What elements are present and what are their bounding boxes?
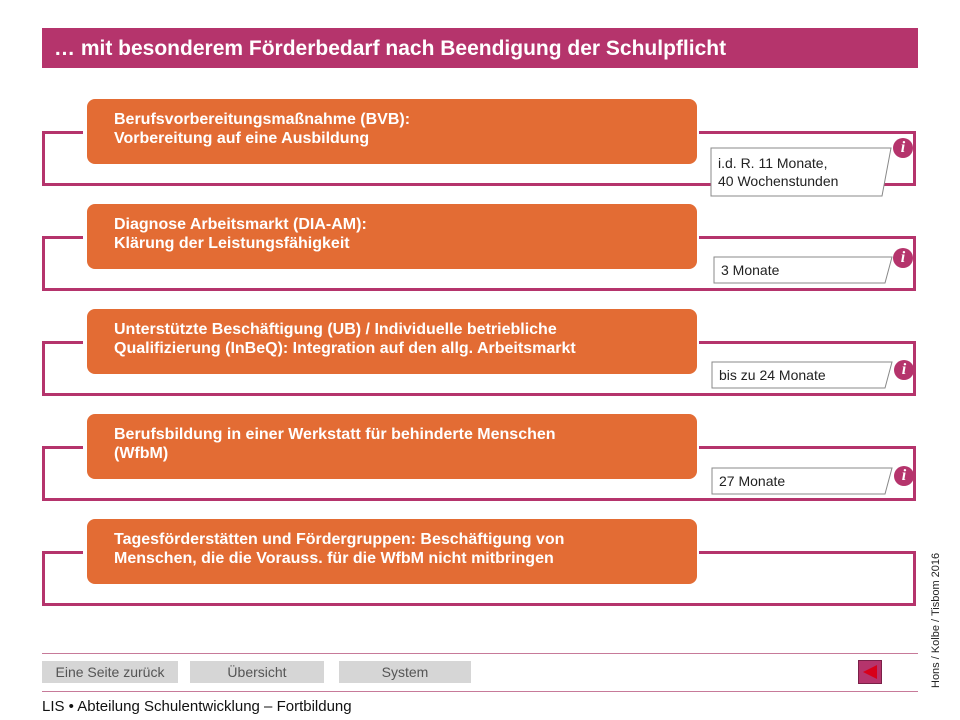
measure-line: Tagesförderstätten und Fördergruppen: Beschäftigung von xyxy=(114,531,565,548)
measure-line: Diagnose Arbeitsmarkt (DIA-AM): xyxy=(114,216,367,233)
overview-button[interactable]: Übersicht xyxy=(190,661,324,683)
duration-text: bis zu 24 Monate xyxy=(719,367,826,383)
info-icon[interactable]: i xyxy=(893,138,913,158)
measure-box-1[interactable] xyxy=(87,99,697,164)
author-credit: Hons / Kolbe / Tisbom 2016 xyxy=(930,552,942,688)
measure-line: Unterstützte Beschäftigung (UB) / Individuelle betriebliche xyxy=(114,321,557,338)
measure-box-5[interactable] xyxy=(87,519,697,584)
duration-note-3 xyxy=(711,361,893,389)
measure-line: Qualifizierung (InBeQ): Integration auf den allg. Arbeitsmarkt xyxy=(114,340,576,357)
info-icon[interactable]: i xyxy=(894,466,914,486)
info-icon[interactable]: i xyxy=(893,248,913,268)
measure-box-3[interactable] xyxy=(87,309,697,374)
system-button[interactable]: System xyxy=(339,661,471,683)
footer-divider xyxy=(42,653,918,654)
duration-note-1 xyxy=(710,147,892,197)
measure-box-4[interactable] xyxy=(87,414,697,479)
title-bar xyxy=(42,28,918,68)
measure-line: Klärung der Leistungsfähigkeit xyxy=(114,235,350,252)
duration-text: i.d. R. 11 Monate, xyxy=(718,155,828,171)
duration-text: 27 Monate xyxy=(719,473,786,489)
measure-line: Berufsvorbereitungsmaßnahme (BVB): xyxy=(114,111,411,128)
page-title: … mit besonderem Förderbedarf nach Beendigung der Schulpflicht xyxy=(54,37,727,60)
measure-line: Vorbereitung auf eine Ausbildung xyxy=(114,130,370,147)
footer-divider xyxy=(42,691,918,692)
info-icon[interactable]: i xyxy=(894,360,914,380)
back-page-button[interactable]: Eine Seite zurück xyxy=(42,661,178,683)
duration-note-2 xyxy=(713,256,893,284)
duration-text: 40 Wochenstunden xyxy=(718,173,839,189)
measure-line: Berufsbildung in einer Werkstatt für behinderte Menschen xyxy=(114,426,556,443)
measure-box-2[interactable] xyxy=(87,204,697,269)
duration-text: 3 Monate xyxy=(721,262,780,278)
measure-line: Menschen, die die Vorauss. für die WfbM nicht mitbringen xyxy=(114,550,554,567)
arrow-left-icon xyxy=(863,665,877,679)
footer-text: LIS • Abteilung Schulentwicklung – Fortbildung xyxy=(42,698,352,715)
measure-line: (WfbM) xyxy=(114,445,169,462)
duration-note-4 xyxy=(711,467,893,495)
back-arrow-button[interactable] xyxy=(858,660,882,684)
